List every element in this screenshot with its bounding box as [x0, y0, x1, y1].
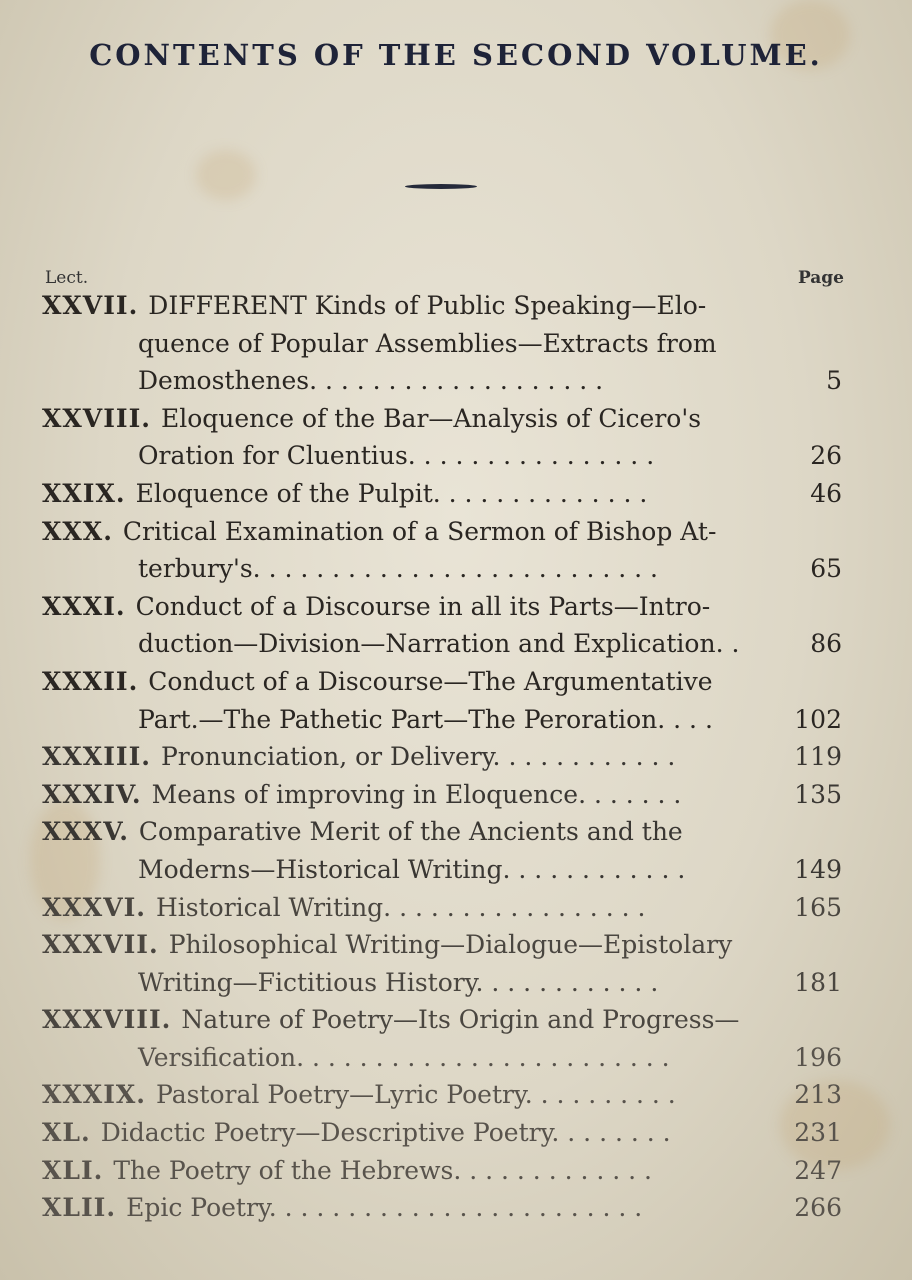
lecture-number: XXVII.	[42, 291, 139, 320]
lecture-title: Demosthenes. . . . . . . . . . . . . . . . . . .	[138, 366, 604, 396]
lecture-number: XXXVI.	[42, 892, 146, 922]
page-number: 135	[794, 779, 842, 809]
page-number: 86	[810, 629, 842, 659]
page-column-header: Page	[797, 268, 844, 288]
toc-line	[42, 776, 842, 814]
lecture-title: Critical Examination of a Sermon of Bishop At-	[122, 516, 717, 546]
lecture-title: Historical Writing. . . . . . . . . . . . . . . . .	[156, 892, 646, 922]
ornamental-rule	[405, 184, 477, 189]
lecture-title: Oration for Cluentius. . . . . . . . . . . . . . . .	[138, 441, 655, 471]
lecture-title: Nature of Poetry—Its Origin and Progress—	[181, 1005, 740, 1035]
toc-line	[42, 701, 842, 739]
page-number: 266	[794, 1193, 842, 1223]
lecture-number: XXXI.	[42, 591, 126, 621]
toc-line	[42, 1114, 842, 1152]
toc-line	[42, 964, 842, 1002]
toc-line	[42, 625, 842, 663]
page-number: 247	[794, 1155, 842, 1185]
toc-line	[42, 1152, 842, 1190]
toc-line	[42, 889, 842, 927]
page-title: CONTENTS OF THE SECOND VOLUME.	[89, 38, 823, 72]
toc-line	[42, 1189, 842, 1227]
lecture-title: Eloquence of the Bar—Analysis of Cicero's	[160, 403, 702, 433]
lecture-title: Part.—The Pathetic Part—The Peroration. . . .	[138, 704, 713, 734]
toc-line	[42, 325, 842, 363]
lecture-title: Versification. . . . . . . . . . . . . . . . . . . . . . . .	[138, 1042, 670, 1072]
page-number: 46	[810, 478, 842, 508]
lecture-title: Conduct of a Discourse—The Argumentative	[148, 666, 713, 696]
lecture-title: Eloquence of the Pulpit. . . . . . . . . . . . . .	[135, 478, 648, 508]
toc-line	[42, 362, 842, 400]
toc-line	[42, 550, 842, 588]
lecture-number: XL.	[42, 1118, 91, 1148]
lecture-number: XXIX.	[42, 478, 126, 508]
page-number: 196	[794, 1042, 842, 1072]
lecture-number: XXX.	[42, 516, 113, 546]
lecture-number: XXXIII.	[42, 742, 151, 772]
lecture-title: Conduct of a Discourse in all its Parts—Intro-	[135, 591, 711, 621]
paper-stain	[196, 150, 256, 200]
lecture-title: Epic Poetry. . . . . . . . . . . . . . . . . . . . . . . .	[126, 1193, 643, 1223]
lecture-number: XLII.	[42, 1193, 117, 1223]
lecture-number: XXXVIII.	[42, 1005, 172, 1035]
lecture-column-header: Lect.	[45, 268, 89, 288]
toc-line	[42, 926, 842, 964]
lecture-title: Pastoral Poetry—Lyric Poetry. . . . . . . . . .	[156, 1080, 676, 1110]
toc-line	[42, 287, 842, 325]
lecture-title: duction—Division—Narration and Explication. .	[138, 629, 740, 659]
lecture-title: Didactic Poetry—Descriptive Poetry. . . . . . . .	[100, 1118, 671, 1148]
lecture-number: XXXIV.	[42, 779, 142, 809]
lecture-number: XXVIII.	[42, 403, 151, 433]
lecture-number: XXXVII.	[42, 930, 159, 960]
lecture-number: XXXIX.	[42, 1080, 146, 1110]
lecture-title: Comparative Merit of the Ancients and the	[138, 817, 683, 847]
page-number: 102	[794, 704, 842, 734]
toc-line	[42, 475, 842, 513]
page-number: 119	[794, 742, 842, 772]
page-number: 231	[794, 1118, 842, 1148]
page-number: 149	[794, 854, 842, 884]
lecture-number: XLI.	[42, 1155, 104, 1185]
toc-line	[42, 588, 842, 626]
lecture-title: Means of improving in Eloquence. . . . . . .	[151, 779, 682, 809]
page-number: 165	[794, 892, 842, 922]
page-number: 181	[794, 967, 842, 997]
lecture-title: quence of Popular Assemblies—Extracts from	[138, 328, 717, 358]
lecture-title: Moderns—Historical Writing. . . . . . . . . . . .	[138, 854, 686, 884]
page-number: 5	[826, 366, 842, 396]
table-of-contents	[42, 287, 842, 1227]
toc-line	[42, 1001, 842, 1039]
toc-line	[42, 1039, 842, 1077]
lecture-title: Pronunciation, or Delivery. . . . . . . . . . . .	[160, 742, 676, 772]
lecture-number: XXXV.	[42, 817, 129, 847]
lecture-title: DIFFERENT Kinds of Public Speaking—Elo-	[148, 291, 707, 320]
lecture-title: The Poetry of the Hebrews. . . . . . . . . . . . .	[113, 1155, 652, 1185]
toc-line	[42, 663, 842, 701]
toc-line	[42, 437, 842, 475]
toc-line	[42, 851, 842, 889]
lecture-title: terbury's. . . . . . . . . . . . . . . . . . . . . . . . . .	[138, 554, 658, 584]
toc-line	[42, 513, 842, 551]
page-number: 65	[810, 554, 842, 584]
lecture-title: Writing—Fictitious History. . . . . . . . . . . .	[138, 967, 659, 997]
toc-line	[42, 1076, 842, 1114]
lecture-number: XXXII.	[42, 666, 139, 696]
toc-line	[42, 813, 842, 851]
toc-line	[42, 738, 842, 776]
toc-line	[42, 400, 842, 438]
lecture-title: Philosophical Writing—Dialogue—Epistolary	[168, 930, 733, 960]
page-number: 26	[810, 441, 842, 471]
page-number: 213	[794, 1080, 842, 1110]
